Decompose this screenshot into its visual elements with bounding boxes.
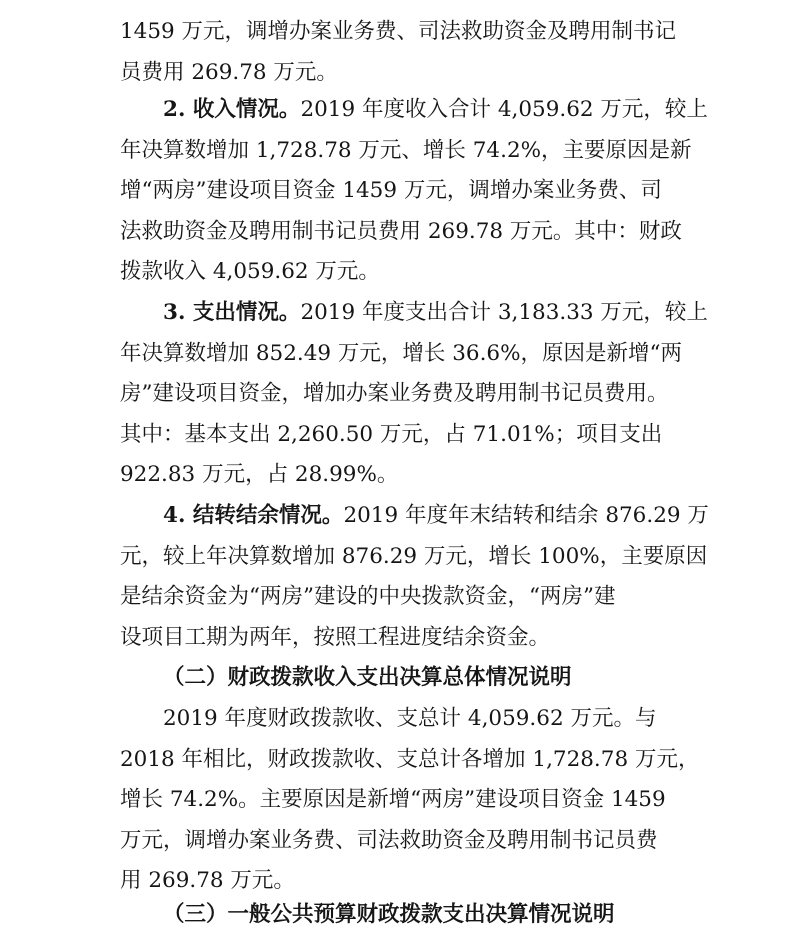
text-line: 增“两房”建设项目资金 1459 万元，调增办案业务费、司 <box>120 178 662 204</box>
section-heading: （三）一般公共预算财政拨款支出决算情况说明 <box>163 902 615 927</box>
text-line: 4. 结转结余情况。2019 年度年末结转和结余 876.29 万 <box>163 503 709 528</box>
text-line: 万元，调增办案业务费、司法救助资金及聘用制书记员费 <box>120 827 658 853</box>
paragraph-fiscal-overview <box>120 699 700 902</box>
paragraph-continuation <box>120 12 680 93</box>
section-label: 3. 支出情况。 <box>163 300 301 325</box>
section-heading: （二）财政拨款收入支出决算总体情况说明 <box>163 665 572 690</box>
text-line: 增长 74.2%。主要原因是新增“两房”建设项目资金 1459 <box>120 787 666 813</box>
text-line: 年决算数增加 1,728.78 万元、增长 74.2%，主要原因是新 <box>120 137 692 163</box>
text-line: 是结余资金为“两房”建设的中央拨款资金，“两房”建 <box>120 584 616 610</box>
paragraph-expenditure <box>120 293 708 496</box>
text-line: 元，较上年决算数增加 876.29 万元，增长 100%，主要原因 <box>120 543 708 569</box>
text-line: 用 269.78 万元。 <box>120 868 295 894</box>
text-line: 2018 年相比，财政拨款收、支总计各增加 1,728.78 万元， <box>120 746 700 772</box>
section-label: 2. 收入情况。 <box>163 97 301 122</box>
text-line: 922.83 万元，占 28.99%。 <box>120 462 399 488</box>
text-line: 设项目工期为两年，按照工程进度结余资金。 <box>120 624 551 650</box>
text-line: 法救助资金及聘用制书记员费用 269.78 万元。其中：财政 <box>120 218 682 244</box>
text-line: 1459 万元，调增办案业务费、司法救助资金及聘用制书记 <box>120 19 677 44</box>
text-line: 2. 收入情况。2019 年度收入合计 4,059.62 万元，较上 <box>163 97 708 122</box>
section-label: 4. 结转结余情况。 <box>163 503 344 528</box>
text-line: 拨款收入 4,059.62 万元。 <box>120 259 380 285</box>
text-line: 年决算数增加 852.49 万元，增长 36.6%，原因是新增“两 <box>120 340 683 366</box>
paragraph-income <box>120 90 708 293</box>
text-line: 3. 支出情况。2019 年度支出合计 3,183.33 万元，较上 <box>163 300 708 325</box>
text-line: 房”建设项目资金，增加办案业务费及聘用制书记员费用。 <box>120 381 669 407</box>
paragraph-carryover <box>120 496 709 658</box>
text-line: 2019 年度财政拨款收、支总计 4,059.62 万元。与 <box>163 706 657 731</box>
text-line: 其中：基本支出 2,260.50 万元，占 71.01%；项目支出 <box>120 421 663 447</box>
text-line: 员费用 269.78 万元。 <box>120 59 338 85</box>
